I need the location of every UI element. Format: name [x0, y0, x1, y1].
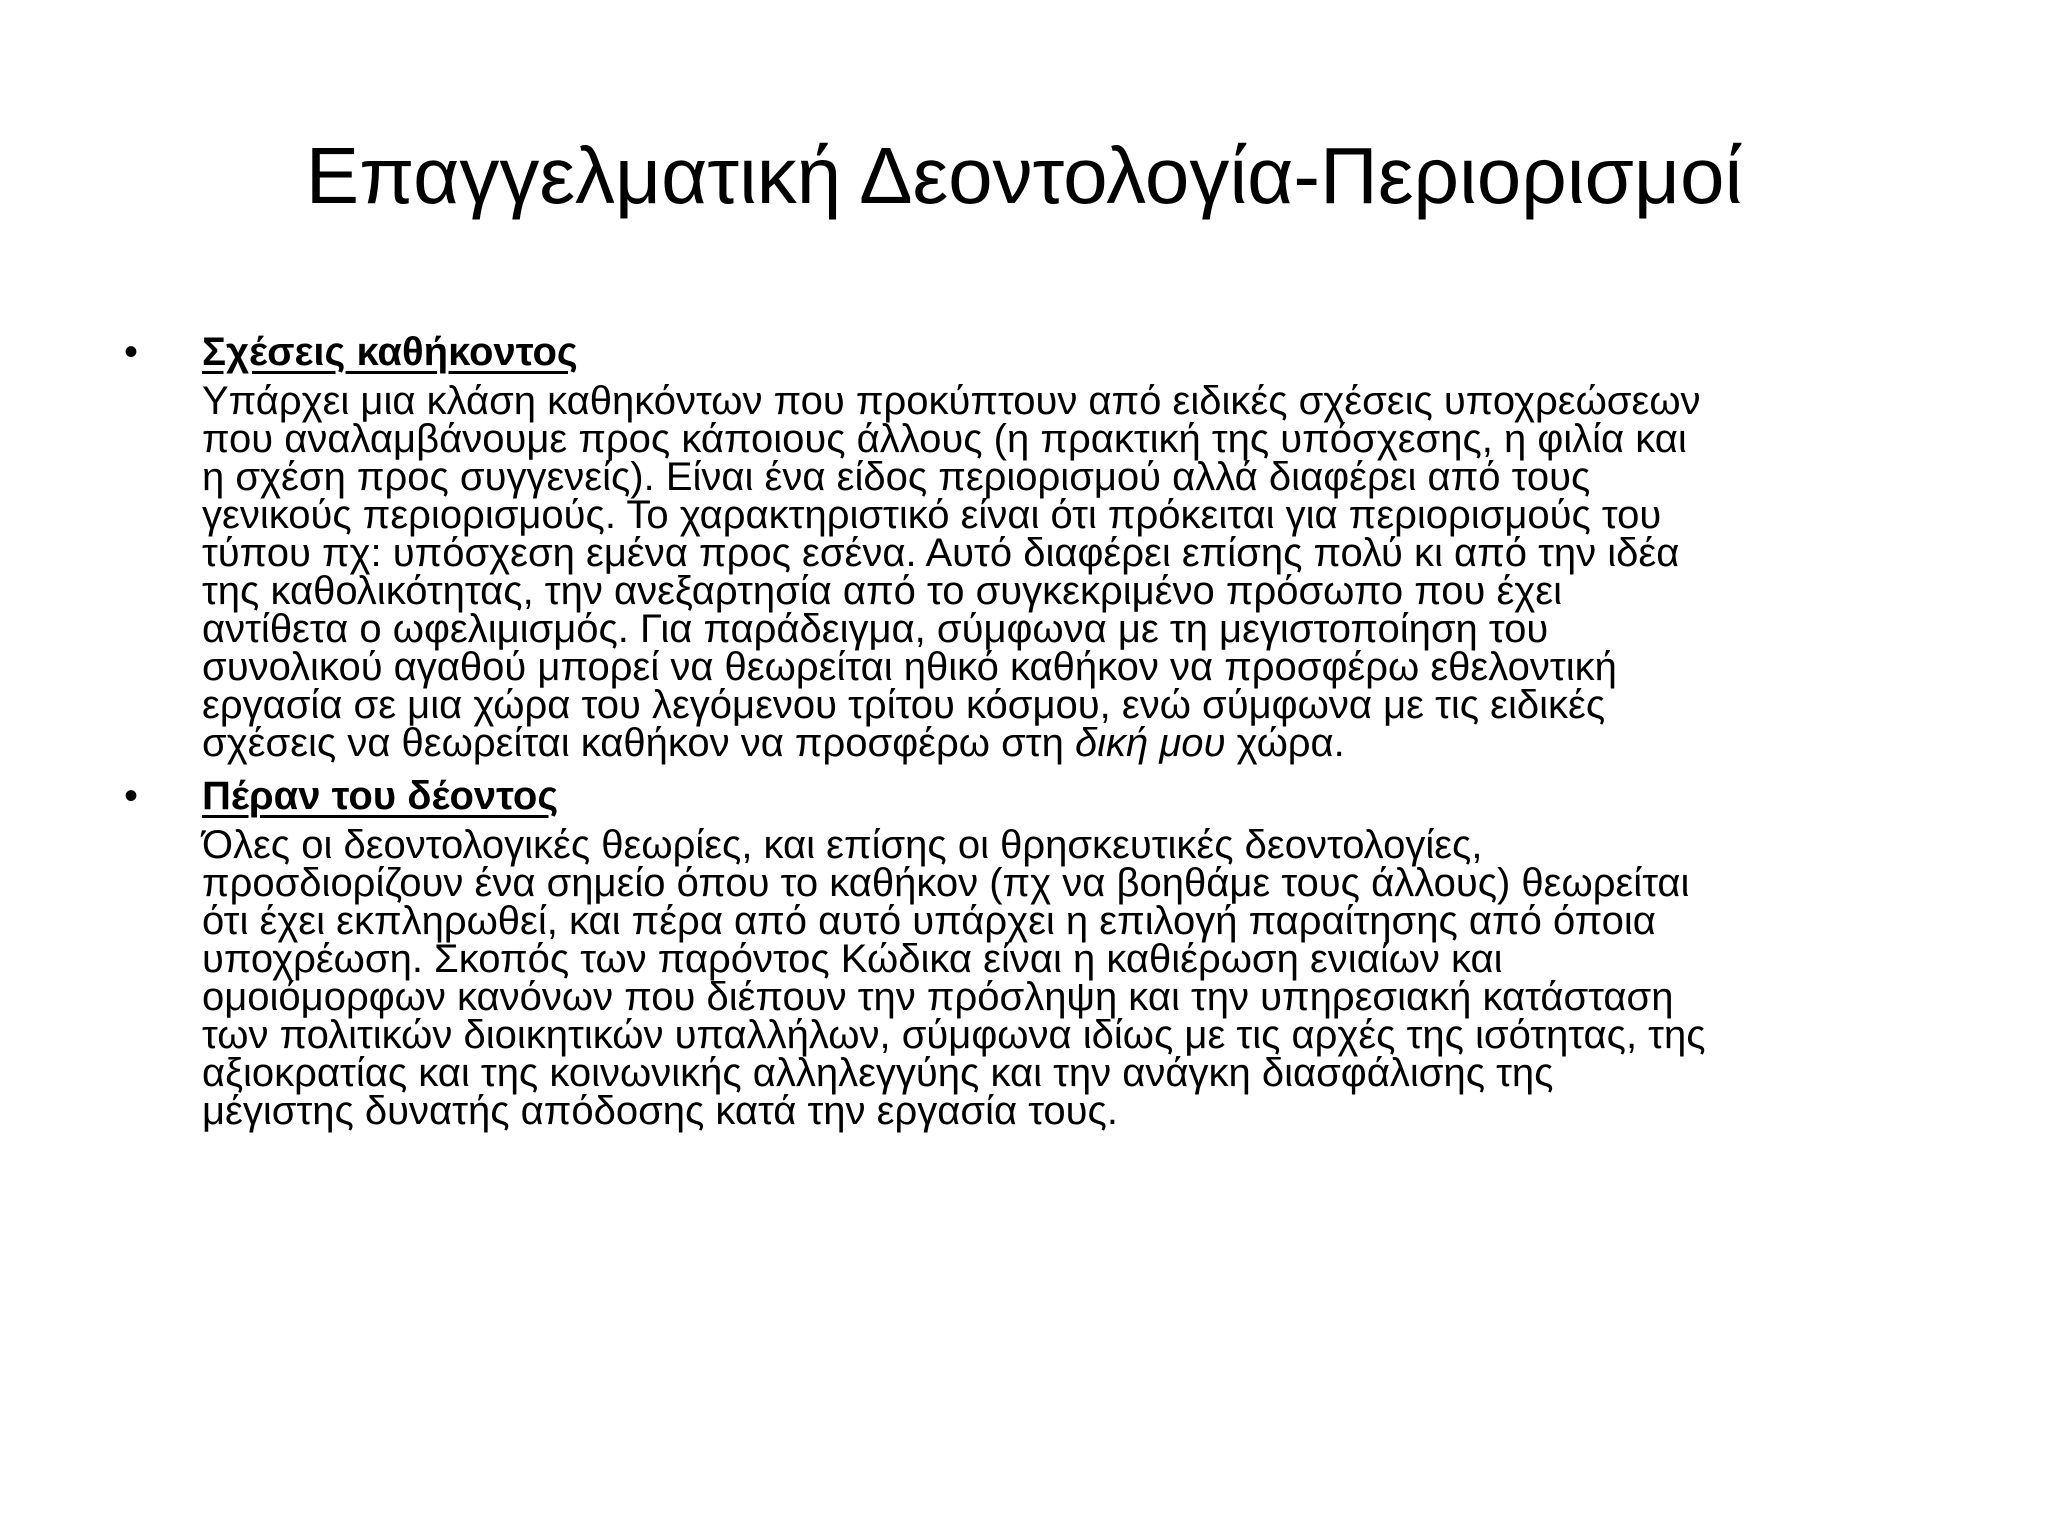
body-line: γενικούς περιορισμούς. Το χαρακτηριστικό είναι ότι πρόκειται για περιορισμούς του: [202, 493, 1662, 537]
bullet-item-beyond-duty: [124, 772, 1954, 1133]
body-line: τύπου πχ: υπόσχεση εμένα προς εσένα. Αυτό διαφέρει επίσης πολύ κι από την ιδέα: [202, 531, 1680, 575]
body-text: χώρα.: [1225, 721, 1345, 765]
body-line: αξιοκρατίας και της κοινωνικής αλληλεγγύης και την ανάγκη διασφάλισης της: [202, 1051, 1554, 1095]
body-line: υποχρέωση. Σκοπός των παρόντος Κώδικα είναι η καθιέρωση ενιαίων και: [202, 937, 1503, 981]
body-line: μέγιστης δυνατής απόδοσης κατά την εργασία τους.: [202, 1089, 1118, 1133]
body-line: ομοιόμορφων κανόνων που διέπουν την πρόσληψη και την υπηρεσιακή κατάσταση: [202, 975, 1674, 1019]
slide-title: Επαγγελματική Δεοντολογία-Περιορισμοί: [305, 131, 1743, 220]
body-text: σχέσεις να θεωρείται καθήκον να προσφέρω στη: [202, 721, 1075, 765]
body-line: της καθολικότητας, την ανεξαρτησία από το συγκεκριμένο πρόσωπο που έχει: [202, 569, 1563, 613]
bullet-list: [124, 328, 1954, 1140]
bullet-dot-icon: •: [124, 330, 139, 374]
section-body: [202, 823, 1954, 1133]
body-line: εργασία σε μια χώρα του λεγόμενου τρίτου κόσμου, ενώ σύμφωνα με τις ειδικές: [202, 683, 1606, 727]
body-line: αντίθετα ο ωφελιμισμός. Για παράδειγμα, σύμφωνα με τη μεγιστοποίηση του: [202, 607, 1549, 651]
body-line: συνολικού αγαθού μπορεί να θεωρείται ηθικό καθήκον να προσφέρω εθελοντική: [202, 645, 1617, 689]
body-line: ότι έχει εκπληρωθεί, και πέρα από αυτό υπάρχει η επιλογή παραίτησης από όποια: [202, 899, 1656, 943]
body-line: Όλες οι δεοντολογικές θεωρίες, και επίσης οι θρησκευτικές δεοντολογίες,: [202, 823, 1483, 867]
section-heading: Σχέσεις καθήκοντος: [202, 330, 578, 374]
emphasized-text: δική μου: [1074, 721, 1226, 765]
bullet-dot-icon: •: [124, 774, 139, 818]
body-line-last: [202, 721, 1954, 765]
body-line: που αναλαμβάνουμε προς κάποιους άλλους (η πρακτική της υπόσχεσης, η φιλία και: [202, 417, 1687, 461]
body-line: των πολιτικών διοικητικών υπαλλήλων, σύμφωνα ιδίως με τις αρχές της ισότητας, της: [202, 1013, 1706, 1057]
section-body: [202, 379, 1954, 765]
body-line: προσδιορίζουν ένα σημείο όπου το καθήκον (πχ να βοηθάμε τους άλλους) θεωρείται: [202, 861, 1690, 905]
body-line: η σχέση προς συγγενείς). Είναι ένα είδος περιορισμού αλλά διαφέρει από τους: [202, 455, 1591, 499]
body-line: Υπάρχει μια κλάση καθηκόντων που προκύπτουν από ειδικές σχέσεις υποχρεώσεων: [202, 379, 1701, 423]
bullet-item-duty-relations: [124, 328, 1954, 765]
section-heading: Πέραν του δέοντος: [202, 774, 559, 818]
